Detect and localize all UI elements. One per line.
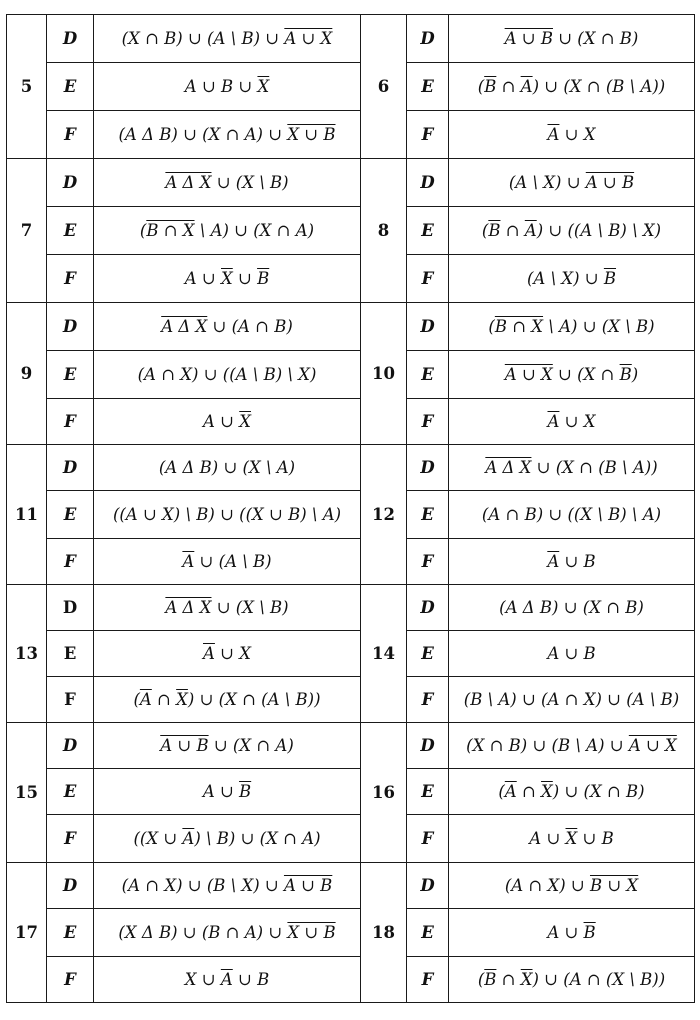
set-expression: [94, 957, 361, 1003]
option-label: D: [407, 723, 449, 769]
expression-part: A Δ X: [161, 317, 208, 336]
option-label: E: [47, 769, 94, 815]
expression-part: (A Δ B) ∪ (X \ A): [158, 458, 296, 477]
expression-part: ∪ (X ∩ B): [552, 29, 639, 48]
expression-part: (A \ X) ∪: [508, 173, 586, 192]
option-label: E: [47, 909, 94, 957]
expression-part: \ A) ∪ (X \ B): [543, 317, 655, 336]
set-expression: [449, 863, 695, 909]
option-label: E: [407, 909, 449, 957]
table-row: [7, 585, 695, 631]
option-label: D: [407, 585, 449, 631]
variant-number: 10: [361, 303, 407, 445]
expression-part: X ∪ B: [287, 125, 336, 144]
table-row: [7, 677, 695, 723]
expression-part: A ∪ X: [504, 365, 553, 384]
set-expression: [94, 863, 361, 909]
expression-part: ) \ B) ∪ (X ∩ A): [194, 829, 321, 848]
table-row: [7, 491, 695, 539]
expression-part: $\overline{B}$: [484, 77, 497, 96]
set-expression: [449, 723, 695, 769]
table-row: [7, 631, 695, 677]
variant-number: 8: [361, 159, 407, 303]
expression-part: $\overline{A}$: [524, 221, 537, 240]
option-label: D: [407, 159, 449, 207]
option-label: F: [407, 399, 449, 445]
set-expression: [94, 15, 361, 63]
expression-part: (X Δ B) ∪ (B ∩ A) ∪: [118, 923, 288, 942]
set-expression: [449, 111, 695, 159]
expression-part: ((A ∪ X) \ B) ∪ ((X ∪ B) \ A): [112, 505, 342, 524]
expression-part: A ∪ B: [585, 173, 635, 192]
expression-part: $\overline{A}$: [504, 782, 517, 801]
table-row: [7, 723, 695, 769]
option-label: F: [407, 539, 449, 585]
table-row: [7, 539, 695, 585]
expression-part: A ∪ X: [628, 736, 677, 755]
option-label: D: [47, 15, 94, 63]
expression-part: (A \ X) ∪: [526, 269, 604, 288]
option-label: F: [47, 255, 94, 303]
table-row: [7, 863, 695, 909]
expression-part: $\overline{A}$: [220, 970, 233, 989]
option-label: E: [407, 631, 449, 677]
table-row: [7, 909, 695, 957]
set-expression: [449, 445, 695, 491]
option-label: E: [407, 491, 449, 539]
expression-part: B ∪ X: [589, 876, 639, 895]
set-expression: [94, 399, 361, 445]
expression-part: ∪ (A \ B): [194, 552, 272, 571]
table-row: [7, 15, 695, 63]
expression-part: $\overline{X}$: [257, 77, 270, 96]
expression-part: $\overline{A}$: [547, 125, 560, 144]
expression-part: ∩: [151, 690, 177, 709]
option-label: E: [407, 351, 449, 399]
variant-number: 17: [7, 863, 47, 1003]
table-row: [7, 957, 695, 1003]
expression-part: $\overline{A}$: [203, 644, 215, 663]
set-expression: [94, 815, 361, 863]
expression-part: (: [477, 77, 485, 96]
set-expression: [449, 631, 695, 677]
expression-part: ∪ B: [577, 829, 614, 848]
expression-part: A ∪: [184, 269, 221, 288]
expression-part: A Δ X: [165, 598, 212, 617]
expression-part: (A ∩ X) ∪ ((A \ B) \ X): [137, 365, 317, 384]
expression-part: ∪ (X ∩ A): [208, 736, 294, 755]
set-expression: [94, 909, 361, 957]
table-row: [7, 815, 695, 863]
expression-part: ) ∪ (X ∩ (B \ A)): [532, 77, 666, 96]
set-expression: [94, 539, 361, 585]
expression-part: ((X ∪: [133, 829, 183, 848]
expression-part: $\overline{X}$: [520, 970, 533, 989]
expression-part: (X ∩ B) ∪ (B \ A) ∪: [466, 736, 629, 755]
set-expression: [94, 207, 361, 255]
option-label: F: [407, 255, 449, 303]
expression-part: ∩: [496, 970, 521, 989]
option-label: F: [47, 815, 94, 863]
option-label: F: [407, 677, 449, 723]
expression-part: ) ∪ (X ∩ (A \ B)): [187, 690, 321, 709]
expression-part: $\overline{B}$: [603, 269, 617, 288]
expression-part: B ∩ X: [146, 221, 195, 240]
option-label: D: [47, 723, 94, 769]
option-label: F: [47, 399, 94, 445]
variant-number: 9: [7, 303, 47, 445]
variants-table: [6, 14, 695, 1003]
expression-part: ∪ (X \ B): [211, 598, 289, 617]
expression-part: $\overline{X}$: [176, 690, 188, 709]
expression-part: (: [488, 317, 495, 336]
expression-part: ) ∪ (X ∩ B): [552, 782, 645, 801]
table-row: [7, 63, 695, 111]
variant-number: 6: [361, 15, 407, 159]
option-label: F: [47, 111, 94, 159]
set-expression: [449, 769, 695, 815]
table-row: [7, 351, 695, 399]
option-label: F: [47, 957, 94, 1003]
expression-part: (: [498, 782, 505, 801]
expression-part: $\overline{B}$: [488, 221, 501, 240]
set-expression: [449, 815, 695, 863]
option-label: E: [407, 63, 449, 111]
set-expression: [94, 491, 361, 539]
expression-part: (X ∩ B) ∪ (A \ B) ∪: [121, 29, 285, 48]
expression-part: \ A) ∪ (X ∩ A): [194, 221, 315, 240]
set-expression: [449, 539, 695, 585]
set-expression: [94, 445, 361, 491]
expression-part: $\overline{B}$: [619, 365, 632, 384]
variant-number: 11: [7, 445, 47, 585]
expression-part: (: [133, 690, 140, 709]
set-expression: [449, 585, 695, 631]
option-label: F: [407, 815, 449, 863]
expression-part: X ∪: [184, 970, 221, 989]
expression-part: A ∪ B: [160, 736, 209, 755]
expression-part: (: [481, 221, 489, 240]
set-expression: [449, 351, 695, 399]
expression-part: (A Δ B) ∪ (X ∩ B): [499, 598, 644, 617]
set-expression: [94, 631, 361, 677]
option-label: D: [47, 585, 94, 631]
expression-part: (A ∩ X) ∪ (B \ X) ∪: [121, 876, 284, 895]
expression-part: (B \ A) ∪ (A ∩ X) ∪ (A \ B): [463, 690, 680, 709]
expression-part: ∪ X: [559, 125, 596, 144]
expression-part: ∪ X: [214, 644, 251, 663]
set-expression: [94, 351, 361, 399]
variant-number: 18: [361, 863, 407, 1003]
expression-part: ∩: [516, 782, 542, 801]
option-label: F: [407, 957, 449, 1003]
expression-part: ∪: [232, 269, 258, 288]
set-expression: [94, 723, 361, 769]
option-label: D: [407, 863, 449, 909]
table-row: [7, 399, 695, 445]
set-expression: [94, 63, 361, 111]
table-row: [7, 111, 695, 159]
expression-part: $\overline{X}$: [565, 829, 578, 848]
set-expression: [449, 303, 695, 351]
option-label: D: [407, 15, 449, 63]
table-row: [7, 207, 695, 255]
option-label: E: [407, 769, 449, 815]
option-label: E: [47, 491, 94, 539]
set-expression: [94, 585, 361, 631]
expression-part: A ∪ B: [547, 644, 596, 663]
set-expression: [449, 957, 695, 1003]
set-expression: [94, 159, 361, 207]
expression-part: $\overline{X}$: [541, 782, 553, 801]
table-row: [7, 159, 695, 207]
option-label: E: [407, 207, 449, 255]
expression-part: ): [631, 365, 639, 384]
expression-part: $\overline{B}$: [583, 923, 596, 942]
option-label: E: [47, 63, 94, 111]
set-expression: [449, 909, 695, 957]
set-expression: [449, 399, 695, 445]
expression-part: A ∪: [547, 923, 584, 942]
expression-part: $\overline{A}$: [520, 77, 533, 96]
table-row: [7, 445, 695, 491]
expression-part: $\overline{A}$: [139, 690, 152, 709]
expression-part: ∪ (X ∩ (B \ A)): [531, 458, 658, 477]
expression-part: ∩: [500, 221, 525, 240]
expression-part: A ∪: [529, 829, 566, 848]
option-label: D: [47, 863, 94, 909]
variant-number: 7: [7, 159, 47, 303]
variant-number: 16: [361, 723, 407, 863]
set-expression: [94, 677, 361, 723]
expression-part: (A ∩ B) ∪ ((X \ B) \ A): [481, 505, 662, 524]
expression-part: $\overline{A}$: [547, 552, 560, 571]
option-label: D: [47, 303, 94, 351]
option-label: F: [407, 111, 449, 159]
variant-number: 15: [7, 723, 47, 863]
option-label: D: [47, 159, 94, 207]
expression-part: X ∪ B: [287, 923, 336, 942]
variant-number: 5: [7, 15, 47, 159]
expression-part: (A Δ B) ∪ (X ∩ A) ∪: [118, 125, 288, 144]
expression-part: $\overline{B}$: [257, 269, 270, 288]
expression-part: B ∩ X: [494, 317, 544, 336]
expression-part: $\overline{A}$: [182, 829, 195, 848]
variant-number: 14: [361, 585, 407, 723]
option-label: E: [47, 351, 94, 399]
expression-part: ∪ B: [232, 970, 270, 989]
table-row: [7, 769, 695, 815]
table-row: [7, 303, 695, 351]
expression-part: $\overline{B}$: [484, 970, 497, 989]
option-label: F: [47, 539, 94, 585]
set-expression: [449, 15, 695, 63]
variant-number: 13: [7, 585, 47, 723]
set-expression: [94, 303, 361, 351]
set-expression: [449, 63, 695, 111]
set-expression: [449, 677, 695, 723]
expression-part: A ∪ X: [284, 29, 333, 48]
expression-part: A ∪ B: [504, 29, 553, 48]
expression-part: A Δ X: [485, 458, 532, 477]
expression-part: ) ∪ (A ∩ (X \ B)): [532, 970, 666, 989]
expression-part: A ∪ B ∪: [184, 77, 258, 96]
table-row: [7, 255, 695, 303]
expression-part: ∪ (X \ B): [211, 173, 289, 192]
variant-number: 12: [361, 445, 407, 585]
set-expression: [449, 207, 695, 255]
expression-part: $\overline{B}$: [239, 782, 252, 801]
option-label: D: [407, 303, 449, 351]
expression-part: $\overline{A}$: [182, 552, 195, 571]
expression-part: ∪ (X ∩: [552, 365, 620, 384]
expression-part: $\overline{X}$: [239, 412, 251, 431]
expression-part: (: [477, 970, 485, 989]
expression-part: A Δ X: [165, 173, 212, 192]
set-expression: [94, 255, 361, 303]
expression-part: ∪ (A ∩ B): [207, 317, 293, 336]
expression-part: A ∪ B: [283, 876, 333, 895]
option-label: F: [47, 677, 94, 723]
set-expression: [449, 491, 695, 539]
option-label: D: [407, 445, 449, 491]
expression-part: ) ∪ ((A \ B) \ X): [536, 221, 662, 240]
expression-part: ∪ X: [559, 412, 596, 431]
set-expression: [449, 255, 695, 303]
option-label: E: [47, 207, 94, 255]
expression-part: $\overline{A}$: [547, 412, 560, 431]
expression-part: ∪ B: [559, 552, 596, 571]
expression-part: (A ∩ X) ∪: [504, 876, 590, 895]
option-label: D: [47, 445, 94, 491]
option-label: E: [47, 631, 94, 677]
set-expression: [94, 111, 361, 159]
set-expression: [449, 159, 695, 207]
expression-part: (: [139, 221, 147, 240]
expression-part: A ∪: [203, 412, 240, 431]
set-expression: [94, 769, 361, 815]
expression-part: ∩: [496, 77, 521, 96]
expression-part: A ∪: [202, 782, 240, 801]
expression-part: $\overline{X}$: [221, 269, 233, 288]
